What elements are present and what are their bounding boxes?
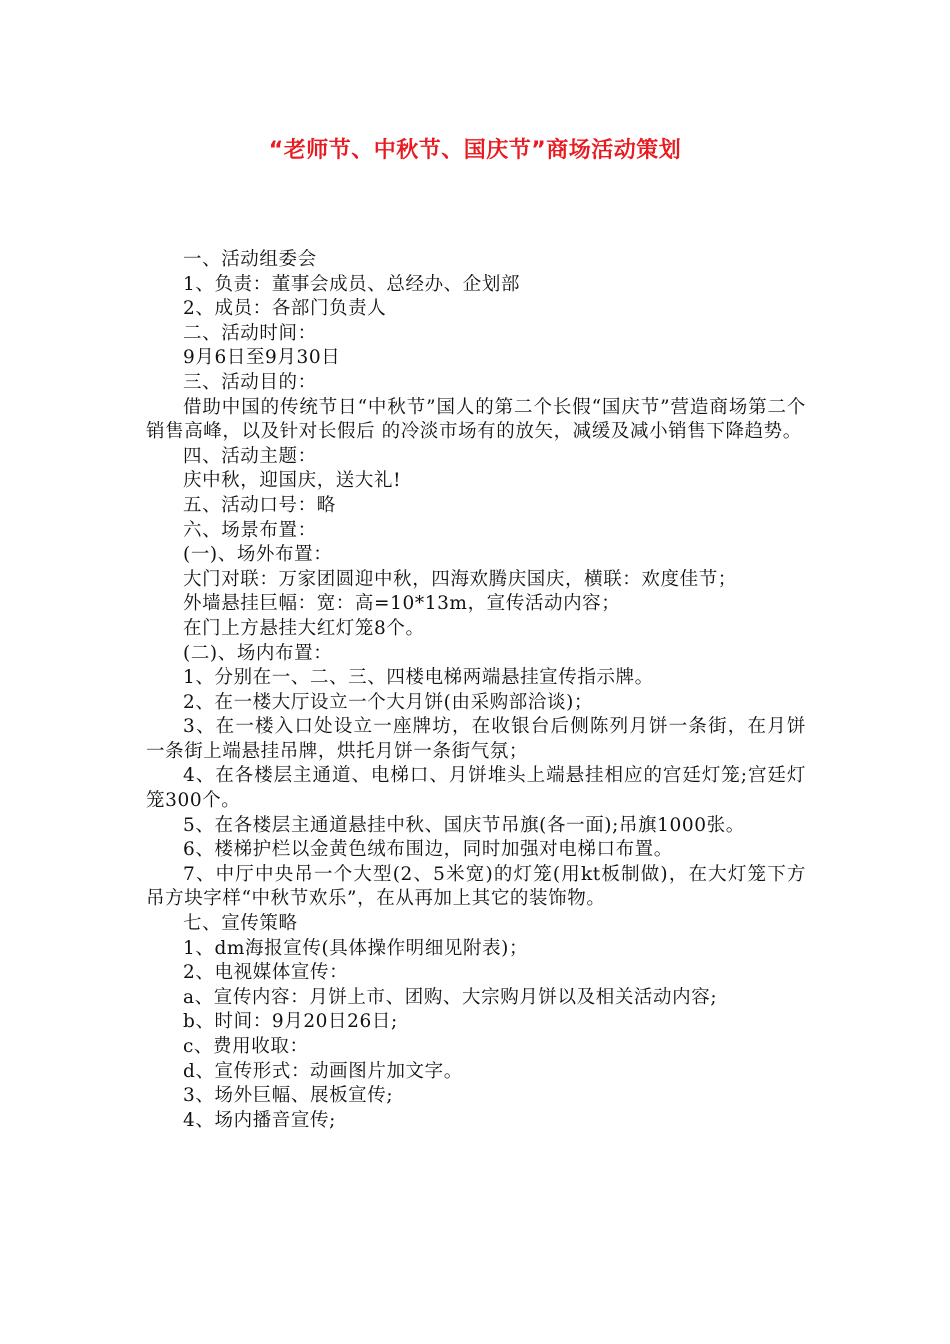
paragraph: 五、活动口号：略 (183, 494, 336, 516)
paragraph: 4、在各楼层主通道、电梯口、月饼堆头上端悬挂相应的宫廷灯笼;宫廷灯笼300个。 (146, 765, 806, 812)
paragraph: 2、电视媒体宣传： (183, 962, 349, 984)
paragraph: d、宣传形式：动画图片加文字。 (183, 1060, 463, 1082)
paragraph: c、费用收取： (183, 1036, 309, 1057)
paragraph: 外墙悬挂巨幅：宽：高=10*13m，宣传活动内容； (183, 593, 621, 615)
paragraph: 1、负责：董事会成员、总经办、企划部 (183, 273, 521, 295)
paragraph: 二、活动时间： (183, 322, 317, 344)
paragraph: 3、场外巨幅、展板宣传; (183, 1085, 394, 1107)
paragraph: 9月6日至9月30日 (183, 347, 341, 369)
paragraph: 四、活动主题： (183, 445, 317, 467)
paragraph: 3、在一楼入口处设立一座牌坊，在收银台后侧陈列月饼一条街，在月饼一条街上端悬挂吊牌，烘托月饼一条街气氛； (146, 716, 806, 762)
paragraph: 一、活动组委会 (183, 249, 317, 270)
paragraph: 5、在各楼层主通道悬挂中秋、国庆节吊旗(各一面);吊旗1000张。 (183, 814, 745, 836)
paragraph: a、宣传内容：月饼上市、团购、大宗购月饼以及相关活动内容; (183, 986, 718, 1008)
paragraph: 庆中秋，迎国庆，送大礼! (183, 470, 402, 492)
paragraph: 1、分别在一、二、三、四楼电梯两端悬挂宣传指示牌。 (183, 667, 654, 689)
document-title: “老师节、中秋节、国庆节”商场活动策划 (268, 138, 682, 163)
paragraph: 六、场景布置： (183, 519, 317, 541)
paragraph: (一)、场外布置： (183, 544, 333, 566)
paragraph: 2、成员：各部门负责人 (183, 298, 387, 320)
paragraph: 三、活动目的： (183, 371, 317, 393)
paragraph: 4、场内播音宣传; (183, 1109, 336, 1131)
paragraph: 2、在一楼大厅设立一个大月饼(由采购部洽谈)； (183, 691, 594, 713)
paragraph: 7、中厅中央吊一个大型(2、5米宽)的灯笼(用kt板制做)，在大灯笼下方吊方块字样“中秋节欢乐”，在从再加上其它的装饰物。 (146, 863, 806, 910)
document-body (146, 248, 806, 1133)
paragraph: b、时间：9月20日26日; (183, 1011, 398, 1033)
paragraph: 1、dm海报宣传(具体操作明细见附表)； (183, 937, 529, 959)
paragraph: 6、楼梯护栏以金黄色绒布围边，同时加强对电梯口布置。 (183, 839, 673, 861)
paragraph: 七、宣传策略 (183, 913, 298, 935)
paragraph: (二)、场内布置： (183, 642, 333, 664)
paragraph: 借助中国的传统节日“中秋节”国人的第二个长假“国庆节”营造商场第二个销售高峰，以及针对长假后 的冷淡市场有的放矢，减缓及减小销售下降趋势。 (146, 396, 806, 443)
paragraph: 在门上方悬挂大红灯笼8个。 (183, 617, 425, 639)
paragraph: 大门对联：万家团圆迎中秋，四海欢腾庆国庆，横联：欢度佳节； (183, 568, 737, 590)
